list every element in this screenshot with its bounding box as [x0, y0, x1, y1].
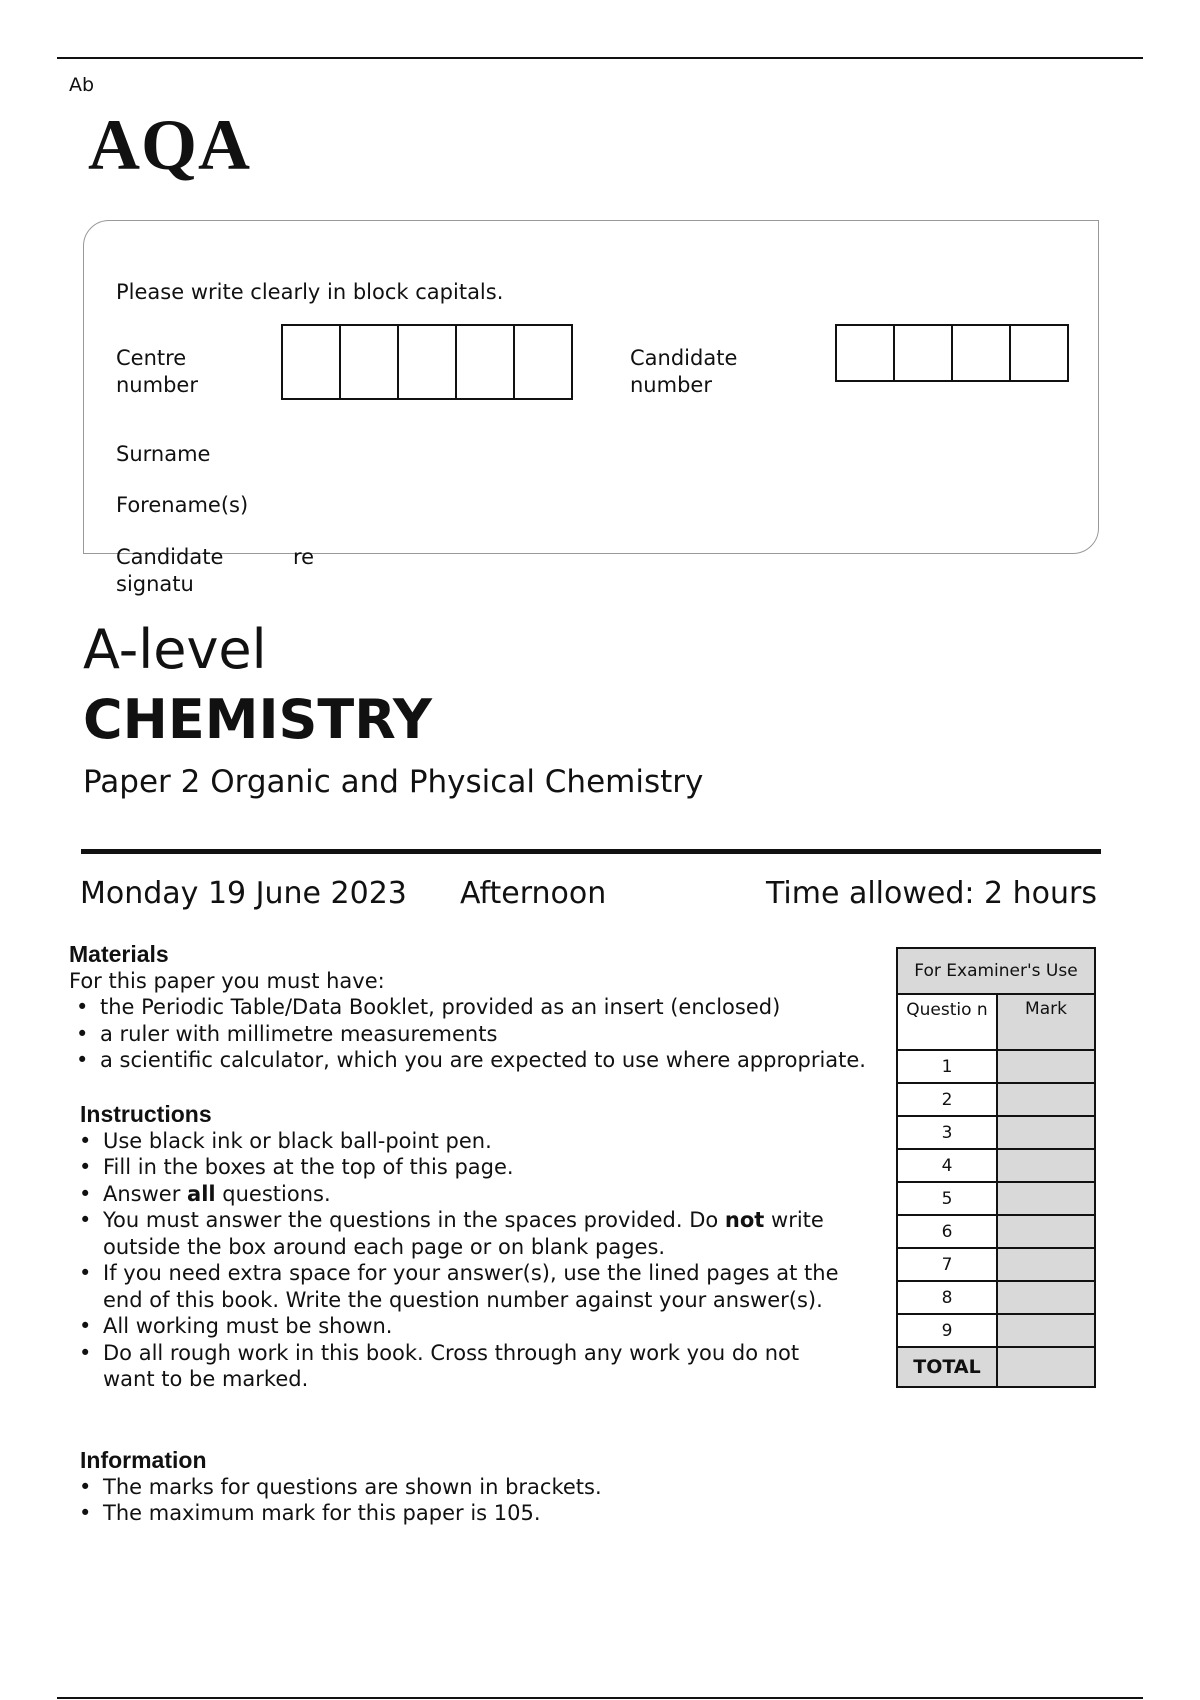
question-number: 4 [897, 1149, 997, 1182]
materials-heading: Materials [69, 941, 169, 967]
list-item: • a scientific calculator, which you are expected to use where appropriate. [66, 1047, 929, 1074]
list-item: • If you need extra space for your answer(s), use the lined pages at the end of this book. Write the question number against your answer(s). [69, 1260, 850, 1313]
digit-cell[interactable] [399, 326, 457, 398]
time-allowed: Time allowed: 2 hours [765, 876, 1097, 911]
digit-cell[interactable] [953, 326, 1011, 380]
materials-section [69, 941, 929, 1074]
question-row [897, 1182, 1095, 1215]
digit-cell[interactable] [515, 326, 571, 398]
candidate-number-label: Candidate number [630, 346, 738, 397]
list-item: • Do all rough work in this book. Cross through any work you do not want to be marked. [69, 1340, 850, 1393]
digit-cell[interactable] [1011, 326, 1067, 380]
mark-cell [997, 1314, 1095, 1347]
list-item: • You must answer the questions in the spaces provided. Do not write outside the box around each page or on blank pages. [69, 1207, 850, 1260]
question-row [897, 1281, 1095, 1314]
question-row [897, 1149, 1095, 1182]
examiner-use-table [896, 947, 1096, 1388]
total-mark-cell [997, 1347, 1095, 1387]
question-row [897, 1314, 1095, 1347]
digit-cell[interactable] [341, 326, 399, 398]
list-item: • The marks for questions are shown in brackets. [69, 1474, 850, 1501]
list-item: • a ruler with millimetre measurements [66, 1021, 929, 1048]
question-number: 1 [897, 1050, 997, 1083]
list-item: • the Periodic Table/Data Booklet, provided as an insert (enclosed) [66, 994, 929, 1021]
mark-cell [997, 1116, 1095, 1149]
information-heading: Information [80, 1447, 207, 1473]
question-row [897, 1050, 1095, 1083]
question-number: 3 [897, 1116, 997, 1149]
list-item: • Use black ink or black ball-point pen. [69, 1128, 850, 1155]
corner-text: Ab [69, 74, 95, 96]
instructions-heading: Instructions [80, 1101, 212, 1127]
exam-session: Afternoon [460, 876, 607, 911]
question-number: 8 [897, 1281, 997, 1314]
forenames-label: Forename(s) [116, 493, 249, 517]
subject-title: CHEMISTRY [83, 688, 432, 751]
mark-cell [997, 1182, 1095, 1215]
question-column-header: Questio n [897, 994, 997, 1050]
centre-number-field[interactable] [281, 324, 573, 400]
question-row [897, 1116, 1095, 1149]
centre-number-label: Centre number [116, 346, 198, 397]
question-number: 6 [897, 1215, 997, 1248]
candidate-number-field[interactable] [835, 324, 1069, 382]
surname-label: Surname [116, 442, 211, 466]
paper-title: Paper 2 Organic and Physical Chemistry [83, 764, 704, 800]
digit-cell[interactable] [283, 326, 341, 398]
question-row [897, 1083, 1095, 1116]
digit-cell[interactable] [895, 326, 953, 380]
list-item: • The maximum mark for this paper is 105. [69, 1500, 850, 1527]
question-row [897, 1215, 1095, 1248]
signature-label-fragment: re [293, 545, 315, 569]
digit-cell[interactable] [837, 326, 895, 380]
mark-column-header: Mark [997, 994, 1095, 1050]
question-number: 5 [897, 1182, 997, 1215]
question-number: 9 [897, 1314, 997, 1347]
mark-cell [997, 1050, 1095, 1083]
mark-cell [997, 1083, 1095, 1116]
mark-cell [997, 1149, 1095, 1182]
mark-cell [997, 1248, 1095, 1281]
instructions-section [80, 1101, 850, 1393]
digit-cell[interactable] [457, 326, 515, 398]
mark-cell [997, 1215, 1095, 1248]
information-section [80, 1447, 850, 1527]
question-row [897, 1248, 1095, 1281]
list-item: • Answer all questions. [69, 1181, 850, 1208]
question-number: 2 [897, 1083, 997, 1116]
block-capitals-instruction: Please write clearly in block capitals. [116, 280, 504, 304]
top-rule [57, 57, 1143, 59]
aqa-logo: AQA [88, 105, 251, 185]
question-number: 7 [897, 1248, 997, 1281]
list-item: • All working must be shown. [69, 1313, 850, 1340]
materials-intro: For this paper you must have: [69, 968, 385, 993]
signature-label: Candidate signatu [116, 545, 224, 596]
qualification-level: A-level [83, 618, 267, 681]
bottom-rule [57, 1697, 1143, 1699]
title-rule [81, 849, 1101, 854]
list-item: • Fill in the boxes at the top of this page. [69, 1154, 850, 1181]
exam-date: Monday 19 June 2023 [80, 876, 407, 911]
examiner-table-title: For Examiner's Use [897, 948, 1095, 994]
total-label: TOTAL [897, 1347, 997, 1387]
mark-cell [997, 1281, 1095, 1314]
